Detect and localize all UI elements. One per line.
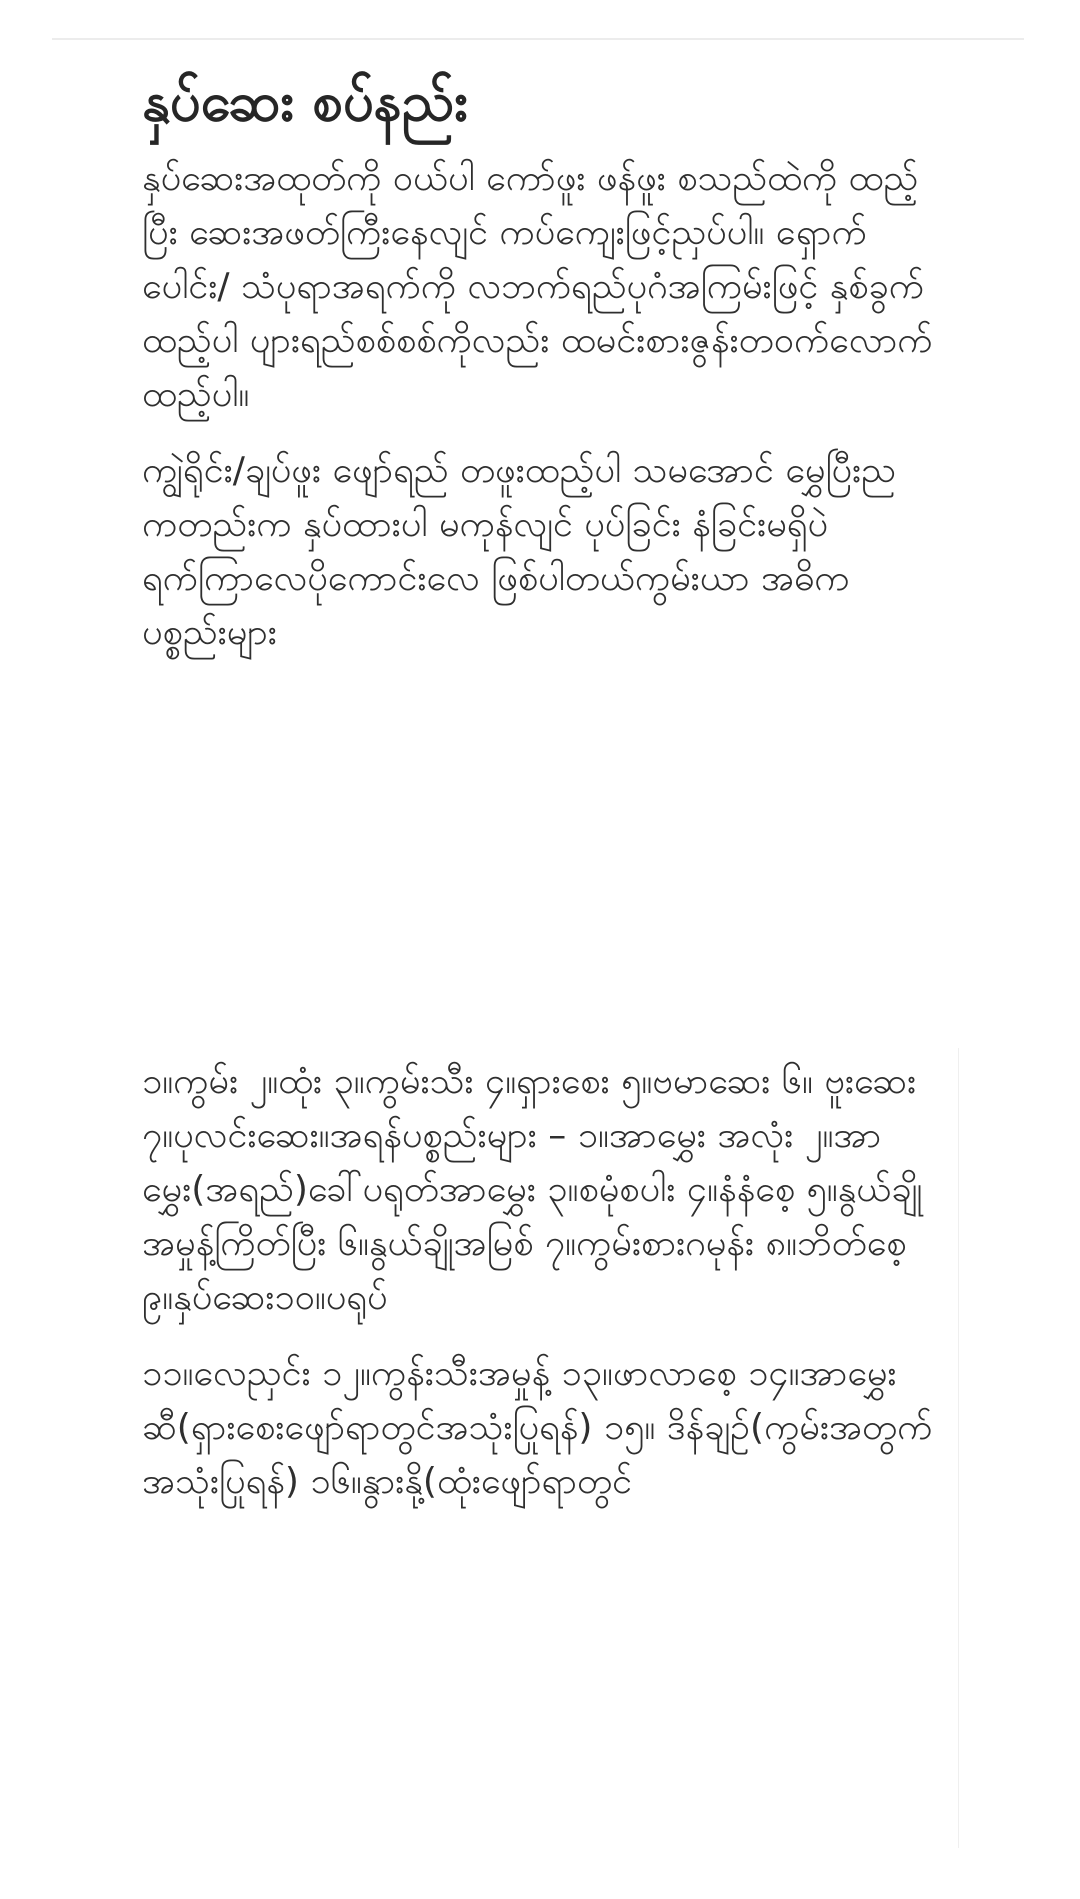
article-paragraph-2: ကျွဲရိုင်း/ချပ်ဖူး ဖျော်ရည် တဖူးထည့်ပါ သမအောင် မွှေပြီးညကတည်းက နှပ်ထားပါ မကုန်လျင် ပုပ်ခြင်း နံခြင်းမရှိပဲ ရက်ကြာလေပိုကောင်းလေ ဖြစ်ပါတယ်ကွမ်းယာ အဓိက ပစ္စည်းများ	[142, 450, 896, 653]
column-divider	[958, 1048, 959, 1848]
article-paragraph-1: နှပ်ဆေးအထုတ်ကို ဝယ်ပါ ကော်ဖူး ဖန်ဖူး စသည်ထဲကို ထည့်ပြီး ဆေးအဖတ်ကြီးနေလျင် ကပ်ကျေးဖြင့်ညှပ်ပါ။ ရှောက်ပေါင်း/ သံပုရာအရက်ကို လဘက်ရည်ပုဂံအကြမ်းဖြင့် နှစ်ခွက်ထည့်ပါ ပျားရည်စစ်စစ်ကိုလည်း ထမင်းစားဇွန်းတဝက်လောက်ထည့်ပါ။	[142, 158, 933, 415]
ingredients-list-1: ၁။ကွမ်း ၂။ထုံး ၃။ကွမ်းသီး ၄။ရှားစေး ၅။ဗမာဆေး ၆။ ဗူးဆေး ၇။ပုလင်းဆေး။အရန်ပစ္စည်းများ – ၁။အာမွှေး အလုံး ၂။အာမွှေး(အရည်)ခေါ်ပရုတ်အာမွှေး ၃။စမုံစပါး ၄။နံနံစေ့ ၅။နွယ်ချို အမှုန့်ကြိတ်ပြီး ၆။နွယ်ချိုအမြစ် ၇။ကွမ်းစားဂမုန်း ၈။ဘိတ်စေ့ ၉။နှပ်ဆေး၁၀။ပရုပ်	[142, 1061, 923, 1318]
article-body	[142, 62, 942, 682]
top-divider	[52, 38, 1024, 40]
ingredients-section	[142, 1055, 942, 1531]
article-title: နှပ်ဆေး စပ်နည်း	[142, 70, 468, 133]
ingredients-list-2: ၁၁။လေညှင်း ၁၂။ကွန်းသီးအမှုန့် ၁၃။ဖာလာစေ့ ၁၄။အာမွှေးဆီ(ရှားစေးဖျော်ရာတွင်အသုံးပြုရန်) ၁၅။ ဒိန်ချဥ်(ကွမ်းအတွက်အသုံးပြုရန်) ၁၆။နွားနို့(ထုံးဖျော်ရာတွင်	[142, 1353, 933, 1502]
